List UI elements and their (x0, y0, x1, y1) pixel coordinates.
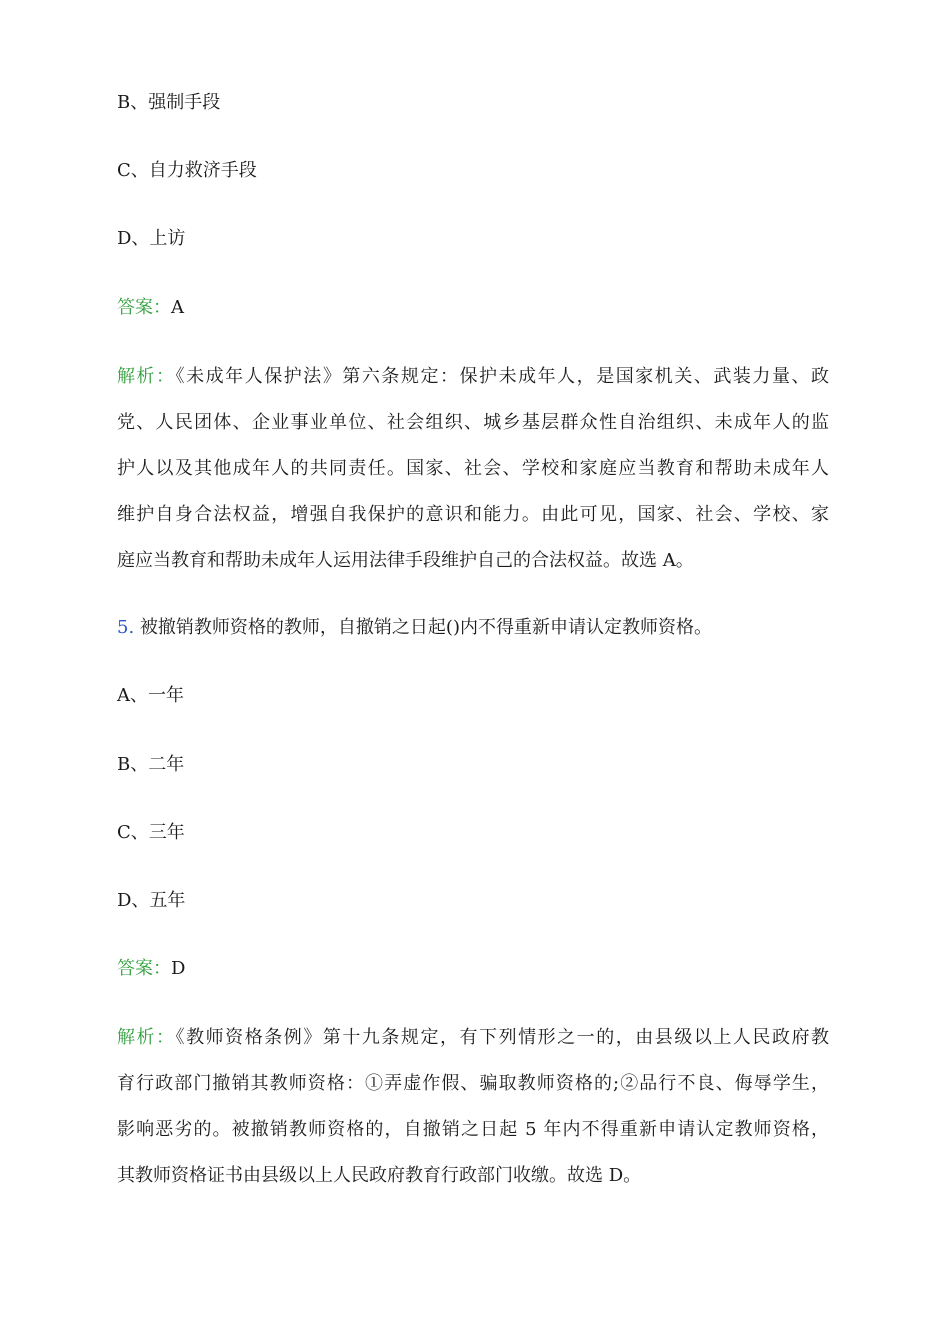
q5-analysis-line: 解析：《教师资格条例》第十九条规定，有下列情形之一的，由县级以上人民政府教 (117, 1027, 830, 1048)
q5-analysis (117, 1015, 829, 1199)
q4-answer-value: A (171, 297, 184, 318)
q5-option-a: A、一年 (117, 685, 184, 706)
q4-option-b: B、强制手段 (117, 92, 221, 113)
q5-answer-label: 答案： (117, 958, 171, 979)
q5-answer-value: D (171, 958, 186, 979)
q4-answer-label: 答案： (117, 297, 171, 318)
q4-analysis (117, 354, 829, 584)
q4-analysis-line: 庭应当教育和帮助未成年人运用法律手段维护自己的合法权益。故选 A。 (117, 550, 694, 571)
q4-analysis-line: 党、人民团体、企业事业单位、社会组织、城乡基层群众性自治组织、未成年人的监 (117, 412, 829, 433)
q5-option-d: D、五年 (117, 890, 186, 911)
q5-question-text: 被撤销教师资格的教师，自撤销之日起()内不得重新申请认定教师资格。 (139, 617, 712, 638)
q5-answer (117, 957, 185, 981)
q4-analysis-line: 维护自身合法权益，增强自我保护的意识和能力。由此可见，国家、社会、学校、家 (117, 504, 829, 525)
q4-answer (117, 296, 184, 320)
q5-analysis-line: 育行政部门撤销其教师资格：①弄虚作假、骗取教师资格的;②品行不良、侮辱学生， (117, 1073, 829, 1094)
q5-number: 5. (117, 617, 135, 638)
q5-option-c: C、三年 (117, 822, 185, 843)
q5-option-b: B、二年 (117, 754, 185, 775)
q4-analysis-label: 解析： (117, 366, 176, 387)
q5-analysis-label: 解析： (117, 1027, 176, 1048)
q5-analysis-line: 其教师资格证书由县级以上人民政府教育行政部门收缴。故选 D。 (117, 1165, 642, 1186)
q4-analysis-line: 护人以及其他成年人的共同责任。国家、社会、学校和家庭应当教育和帮助未成年人 (117, 458, 829, 479)
q4-analysis-line: 解析：《未成年人保护法》第六条规定：保护未成年人，是国家机关、武装力量、政 (117, 366, 830, 387)
q5-analysis-line: 影响恶劣的。被撤销教师资格的，自撤销之日起 5 年内不得重新申请认定教师资格， (117, 1119, 829, 1140)
q4-option-c: C、自力救济手段 (117, 160, 257, 181)
q4-option-d: D、上访 (117, 228, 186, 249)
q5-question (117, 616, 712, 640)
